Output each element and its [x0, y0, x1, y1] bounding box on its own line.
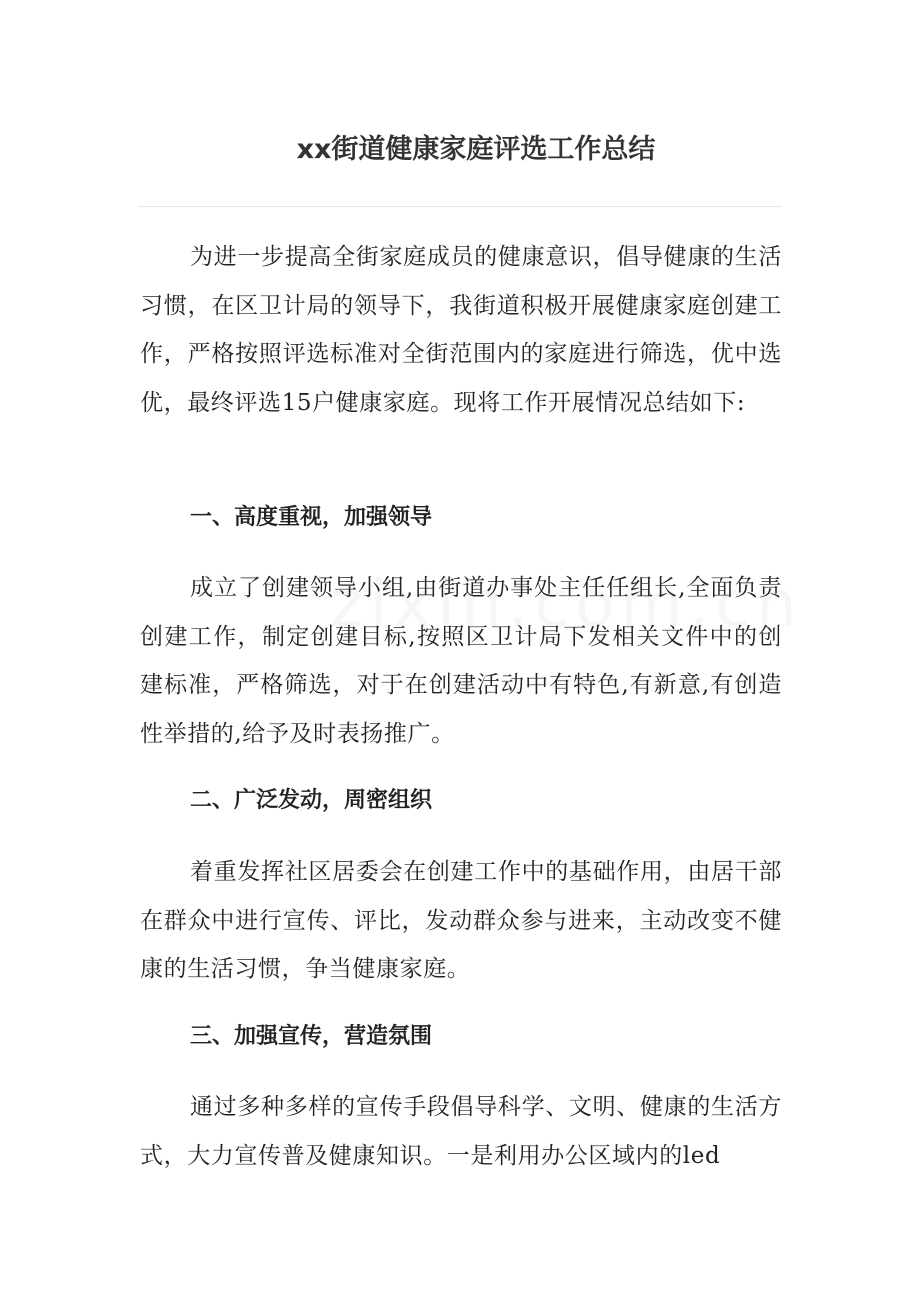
section-2-paragraph: 着重发挥社区居委会在创建工作中的基础作用，由居干部在群众中进行宣传、评比，发动群众参与进来，主动改变不健康的生活习惯，争当健康家庭。	[140, 859, 782, 983]
title-divider	[138, 206, 782, 207]
section-heading-1: 一、高度重视，加强领导	[190, 505, 433, 530]
section-heading-3: 三、加强宣传，营造氛围	[190, 1024, 433, 1049]
section-3-paragraph: 通过多种多样的宣传手段倡导科学、文明、健康的生活方式，大力宣传普及健康知识。一是利用办公区域内的led	[140, 1094, 782, 1169]
section-1-paragraph: 成立了创建领导小组,由街道办事处主任任组长,全面负责创建工作，制定创建目标,按照区卫计局下发相关文件中的创建标准，严格筛选，对于在创建活动中有特色,有新意,有创造性举措的,给予及时表扬推广。	[140, 575, 782, 747]
section-heading-2: 二、广泛发动，周密组织	[190, 788, 433, 813]
document-title: xx街道健康家庭评选工作总结	[296, 134, 656, 165]
intro-paragraph: 为进一步提高全街家庭成员的健康意识，倡导健康的生活习惯，在区卫计局的领导下，我街道积极开展健康家庭创建工作，严格按照评选标准对全街范围内的家庭进行筛选，优中选优，最终评选15户健康家庭。现将工作开展情况总结如下:	[140, 244, 782, 416]
